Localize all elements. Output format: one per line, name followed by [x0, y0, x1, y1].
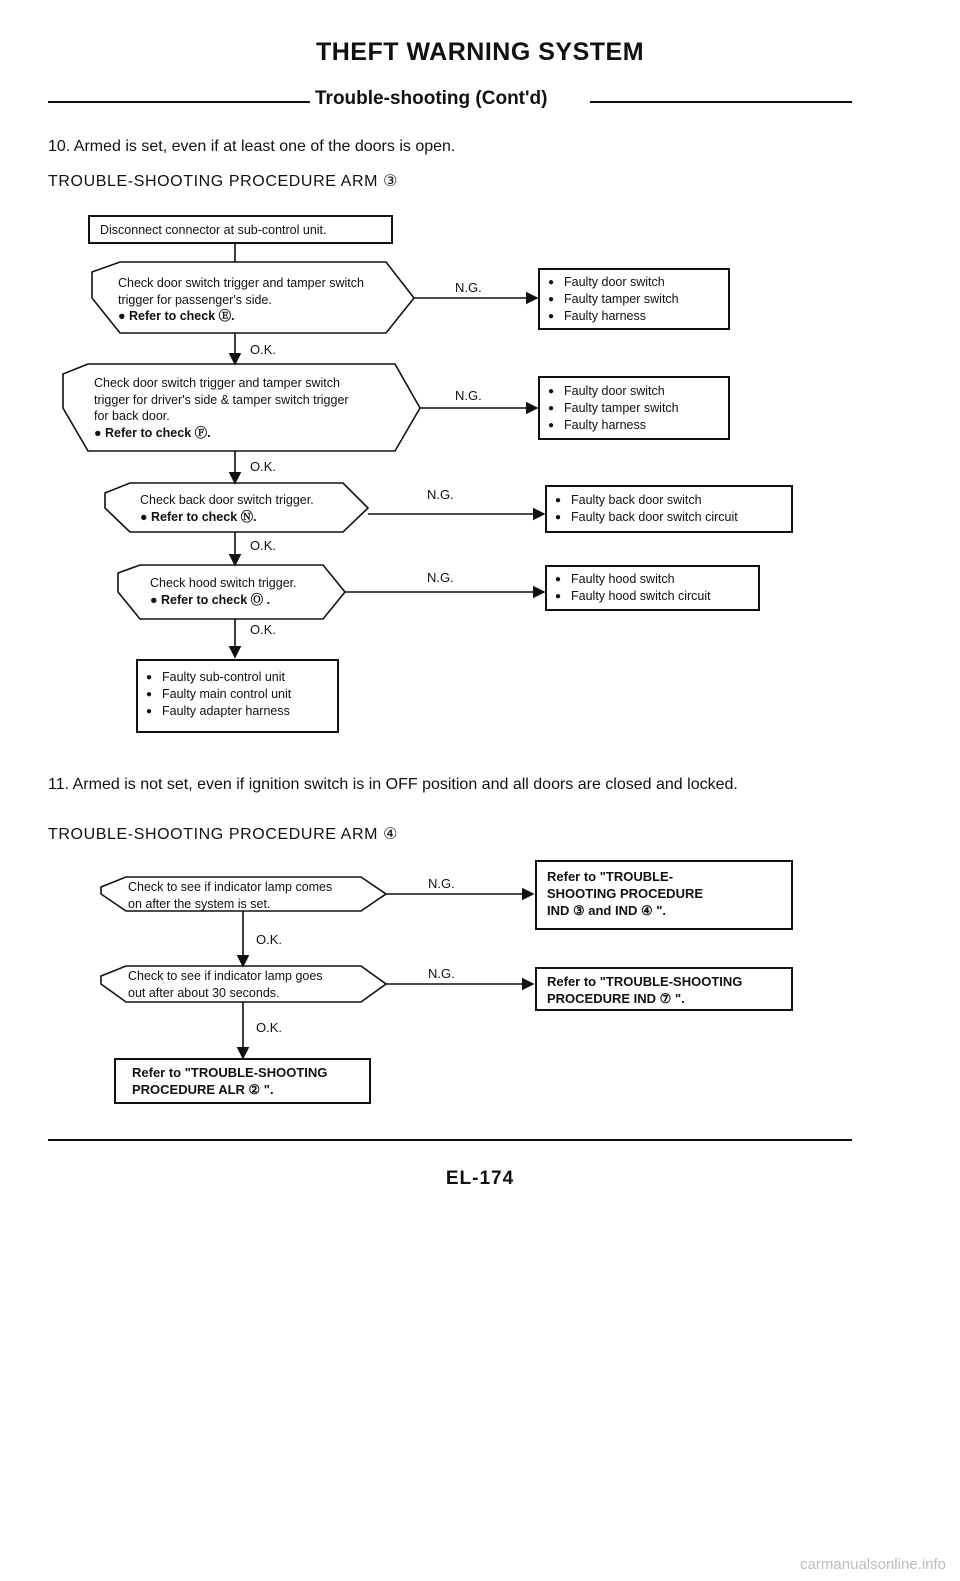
step-11-2-line2: out after about 30 seconds. [128, 985, 280, 1000]
step-10-2-text [94, 375, 349, 441]
result-box-10-1 [538, 268, 730, 330]
step-11-2-line1: Check to see if indicator lamp goes [128, 969, 323, 983]
section-10-heading: 10. Armed is set, even if at least one of the doors is open. [48, 138, 456, 155]
section-11-procedure: TROUBLE-SHOOTING PROCEDURE ARM ④ [48, 826, 399, 843]
step-10-1-ref: ● Refer to check Ⓔ. [118, 309, 235, 323]
result-box-11-2 [535, 967, 793, 1011]
result-11-1-line3: IND ③ and IND ④ ". [547, 903, 667, 918]
step-10-3-text [140, 492, 314, 525]
ng-label-11-2: N.G. [428, 966, 455, 981]
result-10-2-item: ● Faulty tamper switch [548, 400, 720, 417]
step-10-2-line1: Check door switch trigger and tamper switch [94, 376, 340, 390]
result-11-1-line2: SHOOTING PROCEDURE [547, 886, 704, 901]
result-10-4-item: ● Faulty hood switch [555, 571, 750, 588]
section-11-heading: 11. Armed is not set, even if ignition switch is in OFF position and all doors are closed and locked. [48, 776, 738, 793]
section-10-procedure: TROUBLE-SHOOTING PROCEDURE ARM ③ [48, 173, 399, 190]
step-11-1-line1: Check to see if indicator lamp comes [128, 880, 333, 894]
result-10-3-item: ● Faulty back door switch [555, 492, 783, 509]
result-box-11-1 [535, 860, 793, 930]
final-box-10 [136, 659, 339, 733]
ok-label-10-2: O.K. [250, 459, 277, 474]
page-subtitle: Trouble-shooting (Cont'd) [315, 88, 548, 109]
page-number: EL-174 [445, 1168, 515, 1189]
page-title: THEFT WARNING SYSTEM [315, 38, 645, 66]
step-10-4-line1: Check hood switch trigger. [150, 576, 297, 590]
ng-label-10-4: N.G. [427, 570, 454, 585]
final-11-line2: PROCEDURE ALR ② ". [132, 1082, 274, 1097]
step-10-2-ref: ● Refer to check Ⓕ. [94, 425, 211, 440]
step-10-3-line1: Check back door switch trigger. [140, 493, 314, 507]
result-box-10-3 [545, 485, 793, 533]
result-10-1-item: ● Faulty tamper switch [548, 291, 720, 308]
step-10-4-ref: ● Refer to check Ⓞ . [150, 592, 271, 607]
step-10-3-ref: ● Refer to check Ⓝ. [140, 509, 257, 524]
result-10-4-item: ● Faulty hood switch circuit [555, 588, 750, 605]
result-11-2-line2: PROCEDURE IND ⑦ ". [547, 991, 685, 1006]
final-10-item: ● Faulty adapter harness [146, 703, 329, 720]
result-box-10-2 [538, 376, 730, 440]
watermark: carmanualsonline.info [800, 1556, 946, 1573]
result-10-2-item: ● Faulty door switch [548, 383, 720, 400]
ng-label-11-1: N.G. [428, 876, 455, 891]
final-box-11 [114, 1058, 371, 1104]
ok-label-10-3: O.K. [250, 538, 277, 553]
ok-label-11-1: O.K. [256, 932, 283, 947]
ng-label-10-2: N.G. [455, 388, 482, 403]
ok-label-10-4: O.K. [250, 622, 277, 637]
result-11-2-line1: Refer to "TROUBLE-SHOOTING [547, 974, 743, 989]
step-10-2-line2: trigger for driver's side & tamper switch trigger [94, 392, 349, 407]
start-box-disconnect [88, 215, 393, 244]
step-10-1-text [118, 275, 364, 325]
step-10-1-line1: Check door switch trigger and tamper switch [118, 276, 364, 290]
step-11-1-text [128, 879, 332, 912]
result-10-1-item: ● Faulty harness [548, 308, 720, 325]
step-11-2-text [128, 968, 323, 1001]
ng-label-10-3: N.G. [427, 487, 454, 502]
result-10-1-item: ● Faulty door switch [548, 274, 720, 291]
result-10-2-item: ● Faulty harness [548, 417, 720, 434]
result-box-10-4 [545, 565, 760, 611]
final-10-item: ● Faulty main control unit [146, 686, 329, 703]
final-10-item: ● Faulty sub-control unit [146, 669, 329, 686]
ng-label-10-1: N.G. [455, 280, 482, 295]
result-11-1-line1: Refer to "TROUBLE- [547, 869, 674, 884]
ok-label-10-1: O.K. [250, 342, 277, 357]
step-10-2-line3: for back door. [94, 409, 170, 423]
step-10-4-text [150, 575, 297, 608]
start-box-text: Disconnect connector at sub-control unit. [100, 223, 327, 237]
final-11-line1: Refer to "TROUBLE-SHOOTING [132, 1065, 328, 1080]
result-10-3-item: ● Faulty back door switch circuit [555, 509, 783, 526]
step-10-1-line2: trigger for passenger's side. [118, 292, 272, 307]
ok-label-11-2: O.K. [256, 1020, 283, 1035]
step-11-1-line2: on after the system is set. [128, 896, 271, 911]
